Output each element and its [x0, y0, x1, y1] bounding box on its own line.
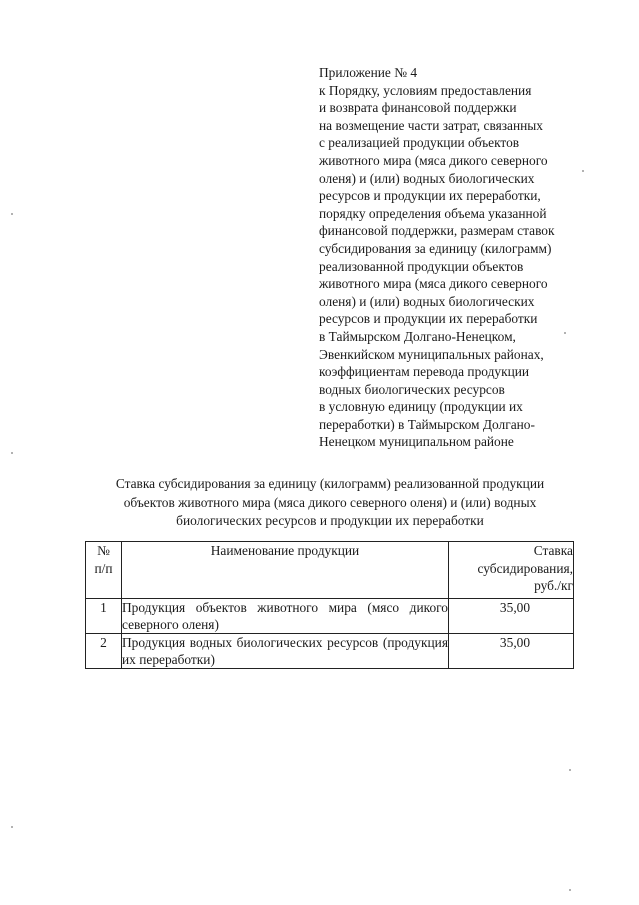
- appendix-line: в условную единицу (продукции их: [319, 399, 523, 415]
- appendix-line: финансовой поддержки, размерам ставок: [319, 223, 555, 239]
- row-number: 2: [86, 634, 122, 669]
- scan-speck: [11, 213, 13, 215]
- row-product-name: Продукция объектов животного мира (мясо дикого северного оленя): [122, 600, 448, 632]
- appendix-line: в Таймырском Долгано-Ненецком,: [319, 328, 516, 344]
- appendix-line: Приложение № 4: [319, 65, 418, 80]
- appendix-line: животного мира (мяса дикого северного: [319, 152, 548, 168]
- header-number-cell: [86, 542, 122, 599]
- appendix-line: субсидирования за единицу (килограмм): [319, 240, 552, 256]
- scan-speck: [582, 170, 584, 172]
- header-number-abbr: п/п: [94, 560, 113, 576]
- appendix-line: животного мира (мяса дикого северного: [319, 276, 548, 292]
- scan-speck: [11, 826, 13, 828]
- scan-speck: [569, 769, 571, 771]
- appendix-line: порядку определения объема указанной: [319, 205, 547, 221]
- table-row: [86, 634, 574, 669]
- scan-speck: [569, 889, 571, 891]
- appendix-line: к Порядку, условиям предоставления: [319, 82, 532, 98]
- appendix-line: ресурсов и продукции их переработки,: [319, 188, 541, 204]
- header-rate-unit: руб./кг: [534, 578, 573, 593]
- appendix-line: ресурсов и продукции их переработки: [319, 311, 538, 327]
- title-line: биологических ресурсов и продукции их переработки: [176, 513, 484, 528]
- rates-table: [85, 541, 574, 669]
- appendix-line: Ненецком муниципальном районе: [319, 434, 514, 450]
- appendix-line: оленя) и (или) водных биологических: [319, 170, 535, 186]
- row-product-name: Продукция водных биологических ресурсов (продукция их переработки): [122, 635, 448, 667]
- appendix-line: переработки) в Таймырском Долгано-: [319, 416, 535, 432]
- appendix-line: коэффициентам перевода продукции: [319, 364, 530, 380]
- row-rate: 35,00: [499, 635, 531, 650]
- row-rate-cell: [449, 599, 574, 634]
- appendix-line: водных биологических ресурсов: [319, 381, 505, 397]
- document-title: [60, 475, 600, 531]
- scan-speck: [11, 452, 13, 454]
- row-rate-cell: [449, 634, 574, 669]
- header-rate-line: субсидирования,: [477, 560, 573, 576]
- title-line: Ставка субсидирования за единицу (килограмм) реализованной продукции: [115, 476, 545, 491]
- header-number-sign: №: [97, 543, 110, 558]
- table-header-row: [86, 542, 574, 599]
- appendix-block: [319, 64, 619, 451]
- header-rate-cell: [449, 542, 574, 599]
- row-number: 1: [86, 599, 122, 634]
- row-rate: 35,00: [499, 600, 531, 615]
- appendix-line: оленя) и (или) водных биологических: [319, 293, 535, 309]
- table-row: [86, 599, 574, 634]
- appendix-line: с реализацией продукции объектов: [319, 135, 520, 151]
- appendix-line: на возмещение части затрат, связанных: [319, 117, 544, 133]
- title-line: объектов животного мира (мяса дикого северного оленя) и (или) водных: [123, 494, 537, 510]
- header-rate-line: Ставка: [533, 543, 573, 558]
- appendix-line: Эвенкийском муниципальных районах,: [319, 346, 544, 362]
- scan-speck: [564, 332, 566, 334]
- appendix-line: и возврата финансовой поддержки: [319, 100, 517, 116]
- header-product-name: Наименование продукции: [122, 542, 449, 599]
- appendix-line: реализованной продукции объектов: [319, 258, 524, 274]
